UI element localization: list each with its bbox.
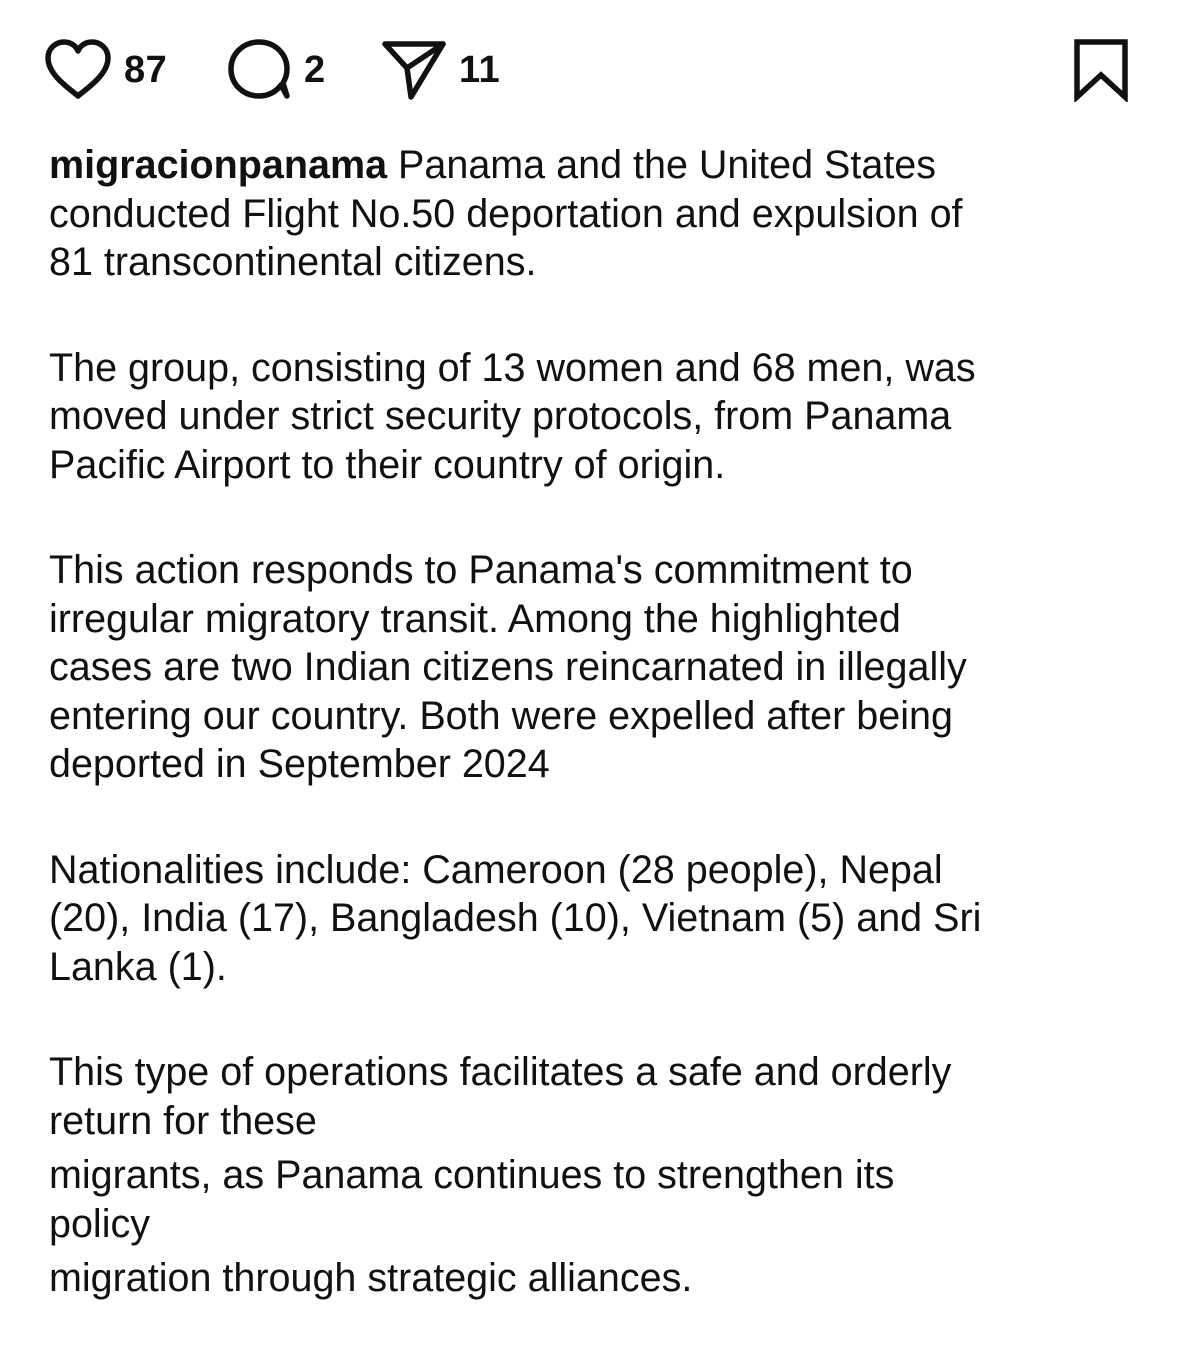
caption-line: return for these: [49, 1098, 317, 1143]
bookmark-icon: [1072, 38, 1130, 102]
share-icon: [381, 39, 447, 101]
post-actions-bar: [0, 0, 1179, 140]
caption-line: policy: [49, 1201, 150, 1246]
caption-paragraph: [49, 546, 1139, 789]
comment-icon: [226, 38, 292, 102]
caption-line: Pacific Airport to their country of origin.: [49, 442, 726, 487]
caption-paragraph: [49, 141, 1139, 287]
caption-line: entering our country. Both were expelled after being: [49, 693, 953, 738]
share-count: 11: [459, 48, 501, 91]
caption-line: moved under strict security protocols, from Panama: [49, 394, 952, 438]
caption-line: cases are two Indian citizens reincarnated in illegally: [49, 645, 967, 689]
like-button[interactable]: [44, 38, 167, 102]
caption-line: deported in September 2024: [49, 742, 550, 786]
caption-paragraph: [49, 344, 1139, 490]
caption-line: irregular migratory transit. Among the highlighted: [49, 596, 901, 641]
caption-line: conducted Flight No.50 deportation and expulsion of: [49, 191, 963, 236]
caption-line: 81 transcontinental citizens.: [49, 240, 537, 284]
caption-line: (20), India (17), Bangladesh (10), Vietnam (5) and Sri: [49, 896, 982, 940]
share-button[interactable]: [381, 38, 500, 102]
comment-button[interactable]: [226, 38, 326, 102]
caption-line: This action responds to Panama's commitment to: [49, 548, 913, 592]
caption-paragraph: [49, 1048, 1139, 1303]
comment-count: 2: [304, 48, 326, 91]
post-caption: [49, 141, 1139, 1303]
caption-line: The group, consisting of 13 women and 68 men, was: [49, 345, 976, 390]
caption-line: migracionpanama Panama and the United States: [49, 143, 937, 187]
caption-line: Nationalities include: Cameroon (28 people), Nepal: [49, 847, 943, 892]
caption-line: migrants, as Panama continues to strengthen its: [49, 1153, 895, 1197]
caption-line: Lanka (1).: [49, 944, 227, 989]
caption-paragraph: [49, 846, 1139, 992]
username-link[interactable]: migracionpanama: [49, 143, 388, 187]
caption-line: migration through strategic alliances.: [49, 1256, 693, 1300]
like-count: 87: [124, 48, 168, 91]
save-button[interactable]: [1072, 38, 1130, 107]
caption-line: This type of operations facilitates a safe and orderly: [49, 1050, 952, 1094]
heart-icon: [44, 39, 112, 101]
